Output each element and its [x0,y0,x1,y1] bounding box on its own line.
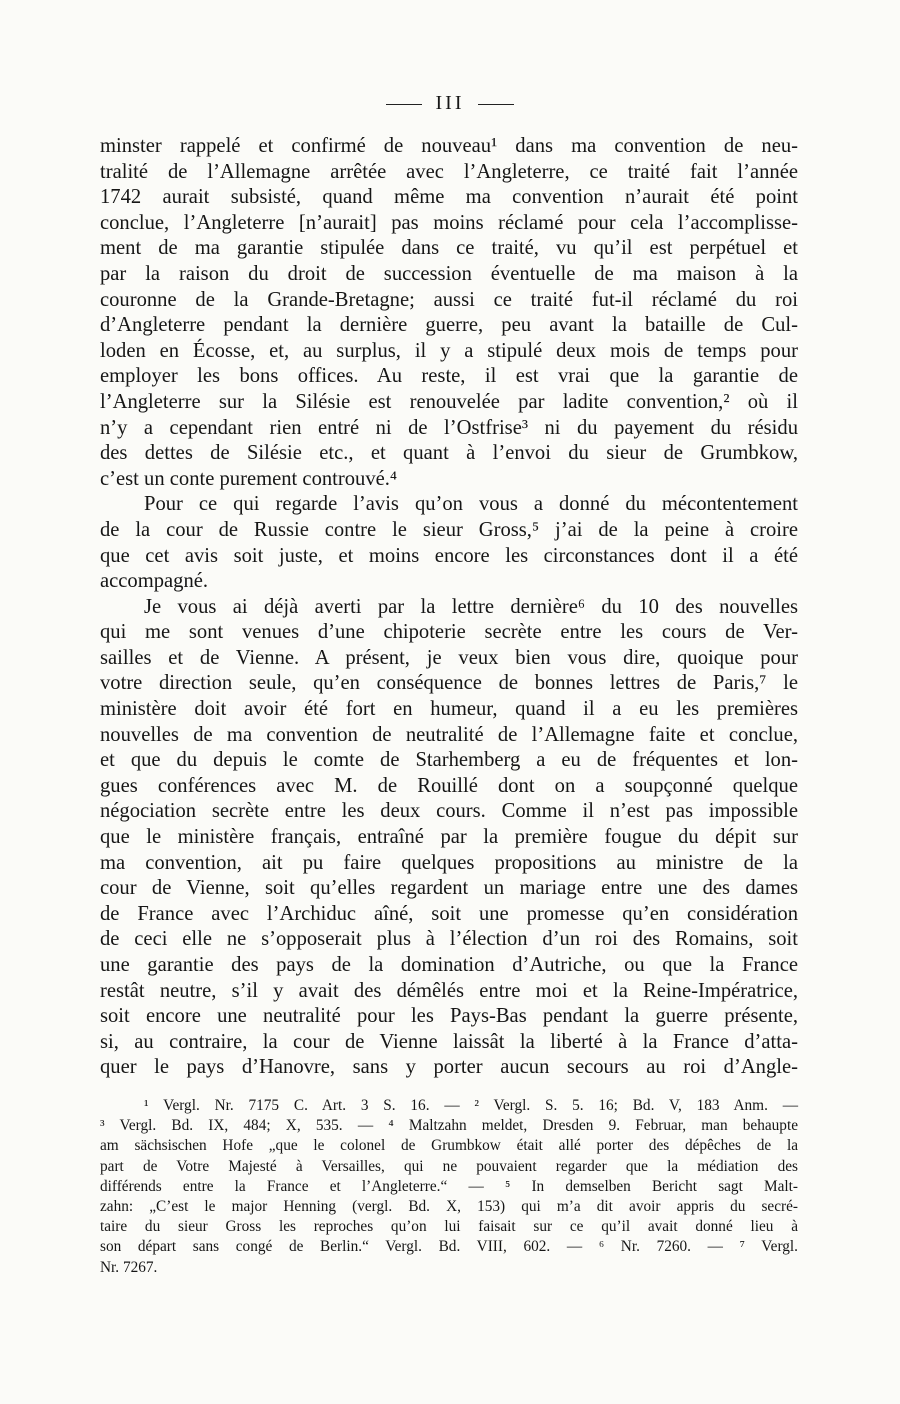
text-line: ment de ma garantie stipulée dans ce traité, vu qu’il est perpétuel et [100,237,798,260]
text-line: votre direction seule, qu’en conséquence de bonnes lettres de Paris,⁷ le [100,672,798,695]
text-line: et que du depuis le comte de Starhemberg a eu de fréquentes et lon- [100,749,798,772]
text-line: de ceci elle ne s’opposerait plus à l’élection d’un roi des Romains, soit [100,928,798,951]
text-line: employer les bons offices. Au reste, il est vrai que la garantie de [100,365,798,388]
footnote-line: part de Votre Majesté à Versailles, qui ne pouvaient regarder que la médiation des [100,1157,798,1175]
text-line: de la cour de Russie contre le sieur Gross,⁵ j’ai de la peine à croire [100,518,798,541]
text-line: négociation secrète entre les deux cours. Comme il n’est pas impossible [100,800,798,823]
text-line: des dettes de Silésie etc., et quant à l’envoi du sieur de Grumbkow, [100,442,798,465]
text-line: qui me sont venues d’une chipoterie secrète entre les cours de Ver- [100,621,798,644]
footnote-line: différends entre la France et l’Angleterre.“ — ⁵ In demselben Bericht sagt Malt- [100,1177,798,1195]
text-line: nouvelles de ma convention de neutralité de l’Allemagne faite et conclue, [100,723,798,746]
text-line: si, au contraire, la cour de Vienne laissât la liberté à la France d’atta- [100,1030,798,1053]
header-rule-right [478,104,514,105]
text-line: ma convention, ait pu faire quelques propositions au ministre de la [100,851,798,874]
text-line: soit encore une neutralité pour les Pays-Bas pendant la guerre présente, [100,1005,798,1028]
text-line: c’est un conte purement controuvé.⁴ [100,467,398,490]
text-line: restât neutre, s’il y avait des démêlés entre moi et la Reine-Impératrice, [100,979,798,1002]
footnotes [100,1096,798,1278]
text-line: 1742 aurait subsisté, quand même ma convention n’aurait été point [100,186,798,209]
footnote-line: am sächsischen Hofe „que le colonel de Grumbkow était allé porter des dépêches de la [100,1137,798,1155]
text-line: accompagné. [100,570,209,593]
text-line: loden en Écosse, et, au surplus, il y a stipulé deux mois de temps pour [100,339,798,362]
text-line: tralité de l’Allemagne arrêtée avec l’Angleterre, ce traité fait l’année [100,160,798,183]
text-line: une garantie des pays de la domination d’Autriche, ou que la France [100,954,798,976]
text-line: l’Angleterre sur la Silésie est renouvelée par ladite convention,² où il [100,390,798,413]
page-header [0,92,900,115]
text-line: quer le pays d’Hanovre, sans y porter aucun secours au roi d’Angle- [100,1056,798,1079]
text-line: par la raison du droit de succession éventuelle de ma maison à la [100,262,798,285]
text-line: n’y a cependant rien entré ni de l’Ostfrise³ ni du payement du résidu [100,416,798,439]
text-line: Je vous ai déjà averti par la lettre dernière⁶ du 10 des nouvelles [144,595,798,618]
text-line: de France avec l’Archiduc aîné, soit une promesse qu’en considération [100,902,798,925]
text-line: sailles et de Vienne. A présent, je veux bien vous dire, quoique pour [100,646,798,669]
page-number: III [435,92,465,114]
text-line: ministère doit avoir été fort en humeur, quand il a eu les premières [100,698,798,721]
text-line: minster rappelé et confirmé de nouveau¹ dans ma convention de neu- [100,135,798,157]
text-line: couronne de la Grande-Bretagne; aussi ce traité fut-il réclamé du roi [100,288,798,311]
footnote-line: taire du sieur Gross les reproches qu’on lui faisait sur ce qu’il avait donné lieu à [100,1218,798,1236]
footnote-line: ¹ Vergl. Nr. 7175 C. Art. 3 S. 16. — ² Vergl. S. 5. 16; Bd. V, 183 Anm. — [144,1097,798,1114]
text-line: conclue, l’Angleterre [n’aurait] pas moins réclamé pour cela l’accomplisse- [100,211,798,234]
footnote-line: Nr. 7267. [100,1258,158,1276]
footnote-line: ³ Vergl. Bd. IX, 484; X, 535. — ⁴ Maltzahn meldet, Dresden 9. Februar, man behaupte [100,1117,798,1135]
text-line: Pour ce qui regarde l’avis qu’on vous a donné du mécontentement [144,493,798,516]
main-text [100,134,798,1081]
footnote-line: zahn: „C’est le major Henning (vergl. Bd. X, 153) qui m’a dit avoir appris du secré- [100,1197,798,1215]
text-line: gues conférences avec M. de Rouillé dont on a soupçonné quelque [100,774,798,797]
text-line: d’Angleterre pendant la dernière guerre, peu avant la bataille de Cul- [100,314,798,337]
footnote-line: son départ sans congé de Berlin.“ Vergl. Bd. VIII, 602. — ⁶ Nr. 7260. — ⁷ Vergl. [100,1238,798,1256]
text-line: cour de Vienne, soit qu’elles regardent un mariage entre une des dames [100,877,798,900]
header-rule-left [386,104,422,105]
text-line: que cet avis soit juste, et moins encore les circonstances dont il a été [100,544,798,567]
text-line: que le ministère français, entraîné par la première fougue du dépit sur [100,826,798,849]
